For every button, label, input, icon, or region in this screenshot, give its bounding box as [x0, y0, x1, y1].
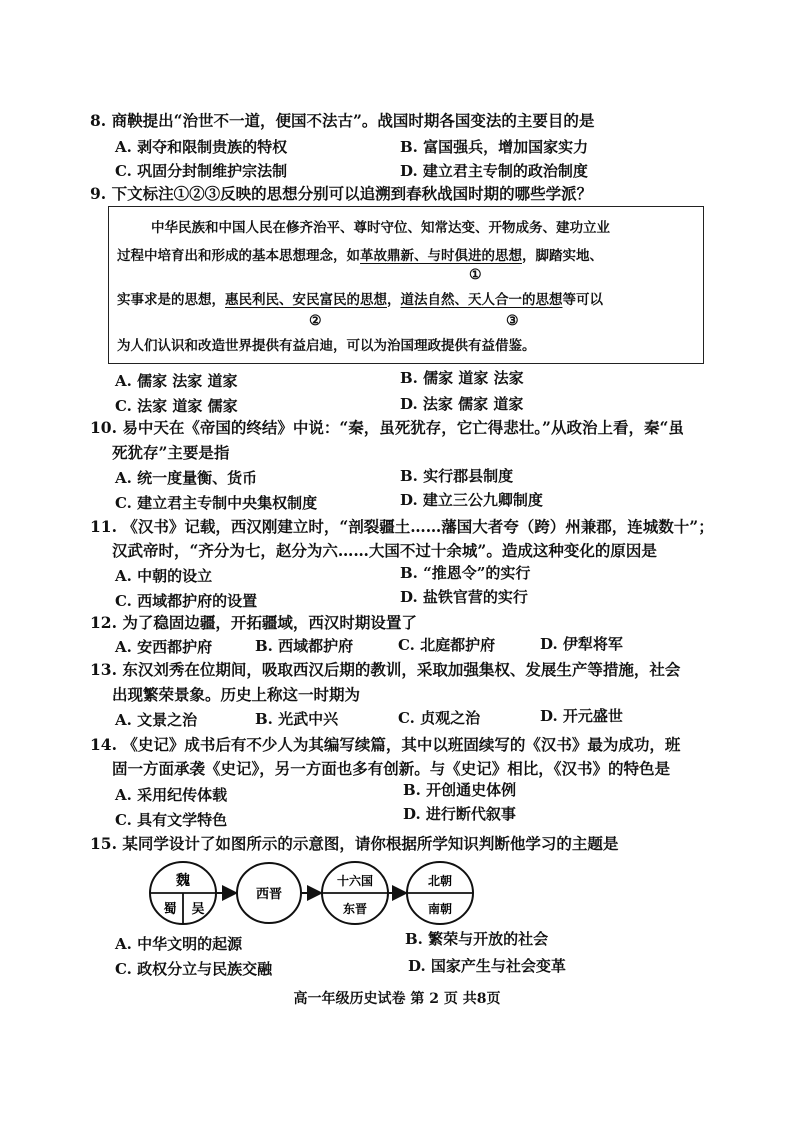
q13-stem-line-1: 13. 东汉刘秀在位期间，吸取西汉后期的教训，采取加强集权、发展生产等措施，社会 [90, 660, 681, 679]
q11-option-c: C. 西域都护府的设置 [115, 592, 258, 610]
q12-stem: 12. 为了稳固边疆，开拓疆域，西汉时期设置了 [90, 613, 417, 632]
quote-underline-2: 惠民利民、安民富民的思想 [225, 292, 387, 308]
quote-text: 实事求是的思想， [117, 292, 225, 308]
q15-option-d: D. 国家产生与社会变革 [408, 957, 566, 975]
q12-option-d: D. 伊犁将军 [540, 635, 623, 653]
q15-option-c: C. 政权分立与民族交融 [115, 960, 273, 978]
marker-2: ② [309, 313, 322, 329]
q13-option-d: D. 开元盛世 [540, 707, 623, 725]
q14-option-c: C. 具有文学特色 [115, 811, 228, 829]
q15-flow-diagram [145, 858, 485, 928]
q13-stem-line-2: 出现繁荣景象。历史上称这一时期为 [112, 685, 361, 704]
q14-stem-line-1: 14. 《史记》成书后有不少人为其编写续篇，其中以班固续写的《汉书》最为成功，班 [90, 735, 681, 754]
quote-text: 过程中培育出和形成的基本思想理念，如 [117, 248, 360, 264]
q8-stem: 8. 商鞅提出“治世不一道，便国不法古”。战国时期各国变法的主要目的是 [90, 111, 595, 130]
q14-option-a: A. 采用纪传体载 [115, 786, 228, 804]
q14-stem-line-2: 固一方面承袭《史记》，另一方面也多有创新。与《史记》相比，《汉书》的特色是 [112, 759, 671, 778]
q10-stem-line-1: 10. 易中天在《帝国的终结》中说：“秦，虽死犹存，它亡得悲壮。”从政治上看，秦“虽 [90, 418, 684, 437]
shu-label: 蜀 [163, 902, 177, 917]
q13-option-c: C. 贞观之治 [398, 709, 481, 727]
quote-line-3 [117, 291, 603, 309]
q12-option-c: C. 北庭都护府 [398, 636, 496, 654]
quote-line-1: 中华民族和中国人民在修齐治平、尊时守位、知常达变、开物成务、建功立业 [151, 220, 610, 236]
q14-option-d: D. 进行断代叙事 [403, 805, 516, 823]
q8-option-b: B. 富国强兵，增加国家实力 [400, 138, 589, 156]
q8-option-a: A. 剥夺和限制贵族的特权 [115, 138, 288, 156]
wu-label: 吴 [191, 902, 205, 917]
quote-text: 等可以 [562, 292, 603, 308]
quote-text: ，脚踏实地、 [522, 248, 603, 264]
nanchao-label: 南朝 [427, 902, 453, 916]
beichao-label: 北朝 [427, 874, 453, 888]
marker-1: ① [469, 267, 482, 283]
dongjin-label: 东晋 [342, 902, 368, 916]
q9-option-a: A. 儒家 法家 道家 [115, 372, 238, 390]
q13-option-a: A. 文景之治 [115, 711, 198, 729]
q12-option-b: B. 西域都护府 [255, 637, 354, 655]
q8-option-c: C. 巩固分封制维护宗法制 [115, 162, 288, 180]
quote-text: ， [387, 292, 401, 308]
q9-option-d: D. 法家 儒家 道家 [400, 395, 524, 413]
xijin-label: 西晋 [255, 887, 283, 902]
q8-option-d: D. 建立君主专制的政治制度 [400, 162, 588, 180]
quote-underline-1: 革故鼎新、与时俱进的思想 [360, 248, 522, 264]
q11-option-d: D. 盐铁官营的实行 [400, 588, 528, 606]
q11-option-b: B. “推恩令”的实行 [400, 564, 531, 582]
western-jin-circle [237, 863, 301, 923]
quote-underline-3: 道法自然、天人合一的思想 [400, 292, 563, 308]
q11-stem-line-2: 汉武帝时，“齐分为七，赵分为六……大国不过十余城”。造成这种变化的原因是 [112, 541, 657, 560]
shiliuguo-label: 十六国 [336, 874, 374, 888]
quote-line-2 [117, 247, 603, 265]
q9-option-b: B. 儒家 道家 法家 [400, 369, 524, 387]
q10-option-d: D. 建立三公九卿制度 [400, 491, 543, 509]
q11-stem-line-1: 11. 《汉书》记载，西汉刚建立时，“剖裂疆土……藩国大者夸（跨）州兼郡，连城数十”； [90, 517, 714, 536]
wei-label: 魏 [176, 873, 190, 889]
q15-option-b: B. 繁荣与开放的社会 [405, 930, 549, 948]
q9-quote-box [108, 206, 704, 364]
quote-line-4: 为人们认识和改造世界提供有益启迪，可以为治国理政提供有益借鉴。 [117, 338, 536, 354]
marker-3: ③ [506, 313, 519, 329]
q13-option-b: B. 光武中兴 [255, 710, 339, 728]
q14-option-b: B. 开创通史体例 [403, 781, 517, 799]
q15-option-a: A. 中华文明的起源 [115, 935, 243, 953]
q10-option-b: B. 实行郡县制度 [400, 467, 514, 485]
page-footer: 高一年级历史试卷 第 2 页 共8页 [293, 991, 501, 1007]
three-kingdoms-circle [150, 862, 216, 924]
q10-stem-line-2: 死犹存”主要是指 [112, 443, 230, 462]
q12-option-a: A. 安西都护府 [115, 638, 213, 656]
q10-option-a: A. 统一度量衡、货币 [115, 469, 258, 487]
q9-option-c: C. 法家 道家 儒家 [115, 397, 238, 415]
q10-option-c: C. 建立君主专制中央集权制度 [115, 494, 318, 512]
sixteen-kingdoms-circle [322, 862, 388, 924]
q11-option-a: A. 中朝的设立 [115, 567, 213, 585]
q15-stem: 15. 某同学设计了如图所示的示意图，请你根据所学知识判断他学习的主题是 [90, 834, 619, 853]
north-south-dynasties-circle [407, 862, 473, 924]
q9-stem: 9. 下文标注①②③反映的思想分别可以追溯到春秋战国时期的哪些学派？ [90, 184, 593, 203]
